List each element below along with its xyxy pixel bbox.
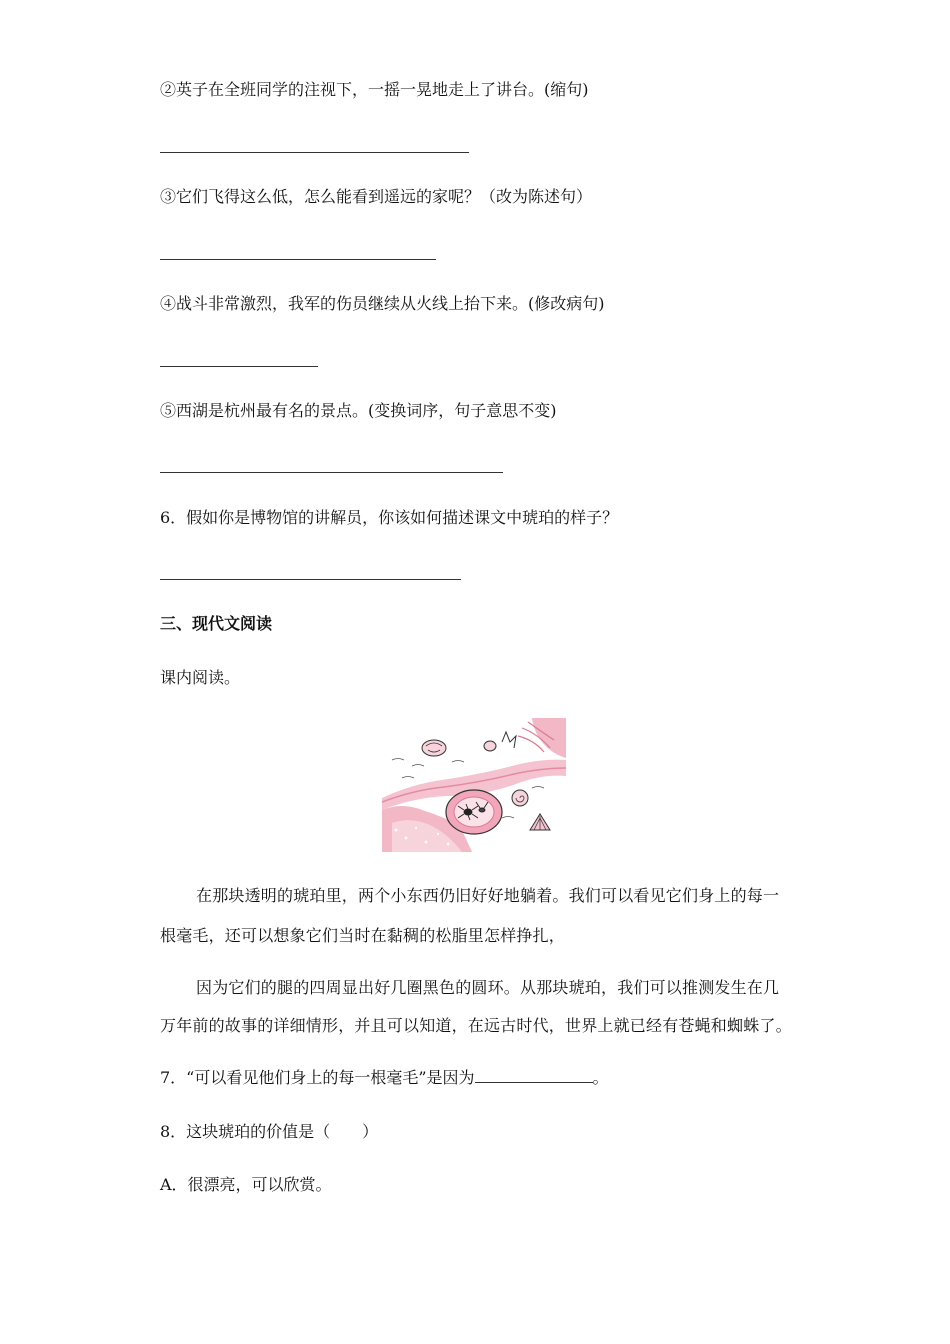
question-7-suffix: 。 [592, 1068, 609, 1087]
passage-p2-line1: 因为它们的腿的四周显出好几圈黑色的圆环。从那块琥珀，我们可以推测发生在几 [196, 978, 780, 997]
question-7-blank[interactable] [475, 1068, 593, 1083]
section-heading: 三、现代文阅读 [160, 614, 273, 633]
question-8: 8．这块琥珀的价值是（ ） [160, 1122, 379, 1141]
question-7-prefix: 7．“可以看见他们身上的每一根毫毛”是因为 [160, 1068, 475, 1087]
question-4: ④战斗非常激烈，我军的伤员继续从火线上抬下来。(修改病句) [160, 294, 605, 313]
answer-line-3[interactable] [160, 259, 436, 260]
answer-line-5[interactable] [160, 472, 503, 473]
question-2: ②英子在全班同学的注视下，一摇一晃地走上了讲台。(缩句) [160, 80, 589, 99]
question-8-option-a[interactable]: A．很漂亮，可以欣赏。 [160, 1175, 332, 1194]
amber-illustration [382, 718, 566, 852]
answer-line-2[interactable] [160, 152, 469, 153]
section-intro: 课内阅读。 [160, 668, 241, 687]
passage-p1-line2: 根毫毛，还可以想象它们当时在黏稠的松脂里怎样挣扎， [160, 926, 566, 945]
answer-line-6[interactable] [160, 579, 461, 580]
question-3: ③它们飞得这么低，怎么能看到遥远的家呢？（改为陈述句） [160, 187, 593, 206]
question-5: ⑤西湖是杭州最有名的景点。(变换词序，句子意思不变) [160, 401, 557, 420]
answer-line-4[interactable] [160, 366, 318, 367]
question-7 [160, 1068, 609, 1088]
passage-p2-line2: 万年前的故事的详细情形，并且可以知道，在远古时代，世界上就已经有苍蝇和蜘蛛了。 [160, 1016, 792, 1035]
question-6: 6．假如你是博物馆的讲解员，你该如何描述课文中琥珀的样子？ [160, 508, 619, 527]
passage-p1-line1: 在那块透明的琥珀里，两个小东西仍旧好好地躺着。我们可以看见它们身上的每一 [196, 886, 780, 905]
